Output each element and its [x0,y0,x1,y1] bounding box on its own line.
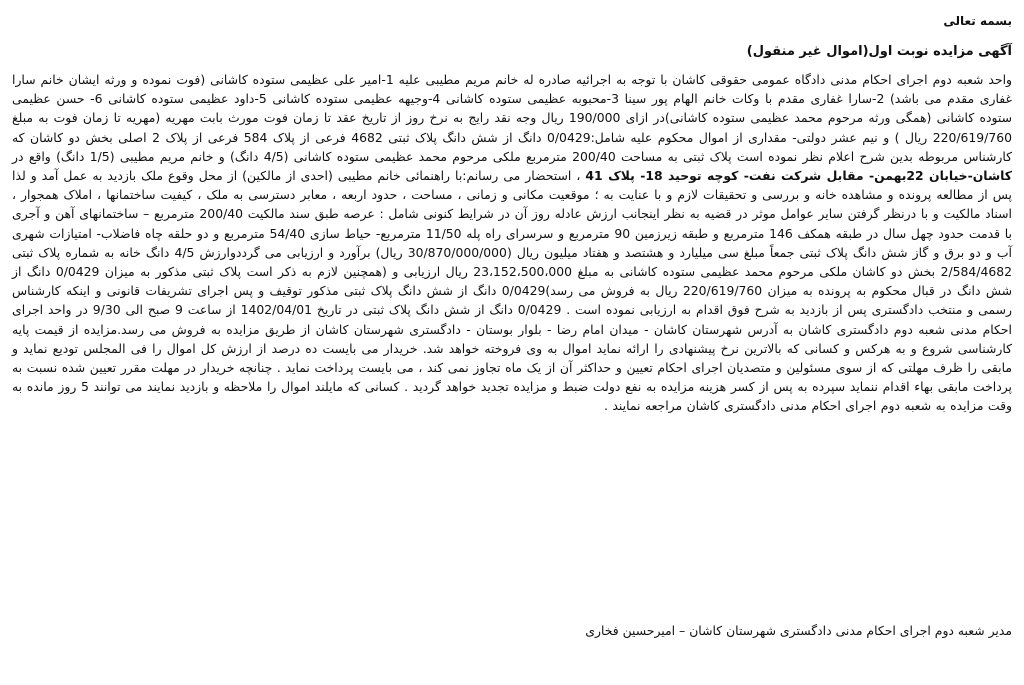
notice-body-part2: ، استحضار می رسانم:با راهنمائی خانم مطیبی (احدی از مالکین) از محل وقوع ملک بازدید به عمل آمد و لذا پس از مطالعه پرونده و مشاهده خانه و بررسی و تحقیقات لازم و با عنایت به ؛ موقعیت مکانی و زمانی ، مساحت ، حدود اربعه ، معابر دسترسی به ملک ، کیفیت ساختمانها ، املاک همجوار ، اسناد مالکیت و با درنظر گرفتن سایر عوامل موثر در قضیه به نظر اینجانب ارزش عادله روز آن در شرایط کنونی شامل : عرصه طبق سند مالکیت 200/40 مترمربع – ساختمانهای آهن و آجری با قدمت حدود چهل سال در طبقه همکف 146 مترمربع و طبقه زیرزمین 90 مترمربع و سرسرای راه پله 11/50 مترمربع- حیاط سازی 54/40 مترمربع و دو حلقه چاه فاضلاب- امتیازات شهری آب و دو برق و گاز شش دانگ پلاک ثبتی جمعاً مبلغ سی میلیارد و هشتصد و هفتاد میلیون ریال (30/870/000/000 ریال) برآورد و ارزیابی می گرددوارزش 4/5 دانگ خانه به شماره پلاک ثبتی 2/584/4682 بخش دو کاشان ملکی مرحوم محمد عظیمی ستوده کاشانی به مبلغ 23،152،500،000 ریال ارزیابی و (همچنین لازم به ذکر است پلاک ثبتی مذکور به میزان 0/0429 دانگ از شش دانگ در قبال محکوم به پرونده به میزان 220/619/760 ریال به فروش می رسد)0/0429 دانگ از شش دانگ پلاک ثبتی مذکور توقیف و پس اجرای تشریفات قانونی و اینکه کارشناس رسمی و منتخب دادگستری پس از بازدید به شرح فوق اقدام به ارزیابی نموده است . 0/0429 دانگ از شش دانگ پلاک ثبتی در تاریخ 1402/04/01 از ساعت 9 صبح الی 9/30 در واحد اجرای احکام مدنی شعبه دوم دادگستری کاشان به آدرس شهرستان کاشان - میدان امام رضا - بلوار بوستان - دادگستری شهرستان کاشان از طریق مزایده به فروش می رسد.مزایده از قیمت پایه کارشناسی شروع و به هرکس و کسانی که بالاترین نرخ پیشنهادی را ارائه نماید اموال به وی فروخته خواهد شد. خریدار می بایست ده درصد از ارزش کل اموال را فی المجلس تودیع نماید و مابقی را ظرف مهلتی که از سوی مسئولین و متصدیان اجرای احکام تعیین و حداکثر آن از یک ماه تجاوز نمی کند ، می بایست پرداخت نماید . چنانچه خریدار در مهلت مقرر تعیین شده نسبت به پرداخت مابقی بهاء اقدام ننماید سپرده به پس از کسر هزینه مزایده به نفع دولت ضبط و مزایده تجدید خواهد گردید . کسانی که مایلند اموال را ملاحظه و بازدید نمایند می توانند 5 روز مانده به وقت مزایده به شعبه دوم اجرای احکام مدنی دادگستری کاشان مراجعه نمایند . [12,168,1013,414]
notice-body [12,70,1012,416]
signature-line: مدیر شعبه دوم اجرای احکام مدنی دادگستری شهرستان کاشان – امیرحسین فخاری [585,623,1012,638]
basmala-heading: بسمه تعالی [943,14,1012,28]
property-address: کاشان-خیابان 22بهمن- مقابل شرکت نفت- کوچه توحید 18- پلاک 41 [585,168,1012,184]
notice-body-part1: واحد شعبه دوم اجرای احکام مدنی دادگاه عمومی حقوقی کاشان با توجه به اجرائیه صادره له خانم مریم مطیبی علیه 1-امیر علی عظیمی ستوده کاشانی (فوت نموده و ورثه ایشان خانم سارا غفاری مقدم می باشد) 2-سارا غفاری مقدم با وکات خانم الهام پور سینا 3-محبوبه عظیمی ستوده کاشانی 4-وجیهه عظیمی ستوده کاشانی 5-داود عظیمی ستوده کاشانی 6- حسن عظیمی ستوده کاشانی (همگی ورثه مرحوم محمد عظیمی ستوده کاشانی)در ازای 190/000 ریال وجه نقد رایج به نرخ روز از تاریخ عقد تا زمان فوت مورث بابت مهریه (مهریه تا زمان فوت به مبلغ 220/619/760 ریال ) و نیم عشر دولتی- مقداری از اموال محکوم علیه شامل:0/0429 دانگ از شش دانگ پلاک ثبتی 4682 فرعی از پلاک 584 فرعی از پلاک 2 اصلی بخش دو کاشان که کارشناس مربوطه بدین شرح اعلام نظر نموده است پلاک ثبتی به مساحت 200/40 مترمربع ملکی مرحوم محمد عظیمی ستوده کاشانی (4/5 دانگ) و خانم مریم مطیبی (1/5 دانگ) واقع در [12,72,1013,164]
notice-title: آگهی مزایده نوبت اول(اموال غیر منقول) [746,44,1012,59]
